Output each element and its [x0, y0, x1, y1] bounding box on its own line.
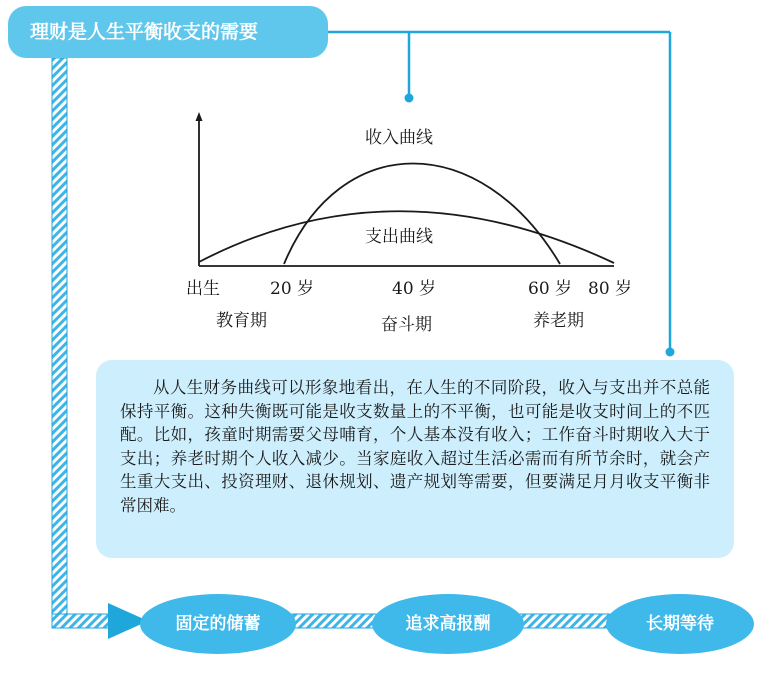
stage-label: 教育期: [216, 311, 267, 331]
page-title: 理财是人生平衡收支的需要: [8, 6, 328, 58]
connector-dot: [666, 348, 675, 357]
income-curve-label: 收入曲线: [365, 128, 433, 148]
step-label: 固定的储蓄: [175, 614, 261, 634]
hatched-connector-2: [292, 614, 376, 628]
tick-label: 出生: [186, 279, 220, 299]
hatched-connector-3: [520, 614, 612, 628]
connector-dot: [405, 94, 414, 103]
tick-label: 40 岁: [392, 279, 437, 299]
hatched-connector-1: [52, 614, 112, 628]
step-label: 长期等待: [646, 614, 714, 634]
stage-label: 养老期: [533, 311, 584, 331]
step-oval: [606, 594, 754, 654]
hatched-vertical-bar: [52, 58, 67, 626]
tick-label: 80 岁: [588, 279, 633, 299]
tick-label: 20 岁: [270, 279, 315, 299]
info-box: [96, 360, 734, 558]
step-oval: [372, 594, 524, 654]
income-curve: [284, 164, 560, 265]
y-axis-arrow: [196, 112, 203, 121]
step-oval: [140, 594, 296, 654]
stage-label: 奋斗期: [381, 315, 432, 335]
tick-label: 60 岁: [528, 279, 573, 299]
expense-curve-label: 支出曲线: [365, 227, 433, 247]
step-label: 追求高报酬: [405, 614, 491, 634]
info-paragraph: 从人生财务曲线可以形象地看出，在人生的不同阶段，收入与支出并不总能保持平衡。这种失衡既可能是收支数量上的不平衡，也可能是收支时间上的不匹配。比如，孩童时期需要父母哺育，个人基本没有收入；工作奋斗时期收入大于支出；养老时期个人收入减少。当家庭收入超过生活必需而有所节余时，就会产生重大支出、投资理财、退休规划、遗产规划等需要，但要满足月月收支平衡非常困难。: [120, 378, 710, 515]
